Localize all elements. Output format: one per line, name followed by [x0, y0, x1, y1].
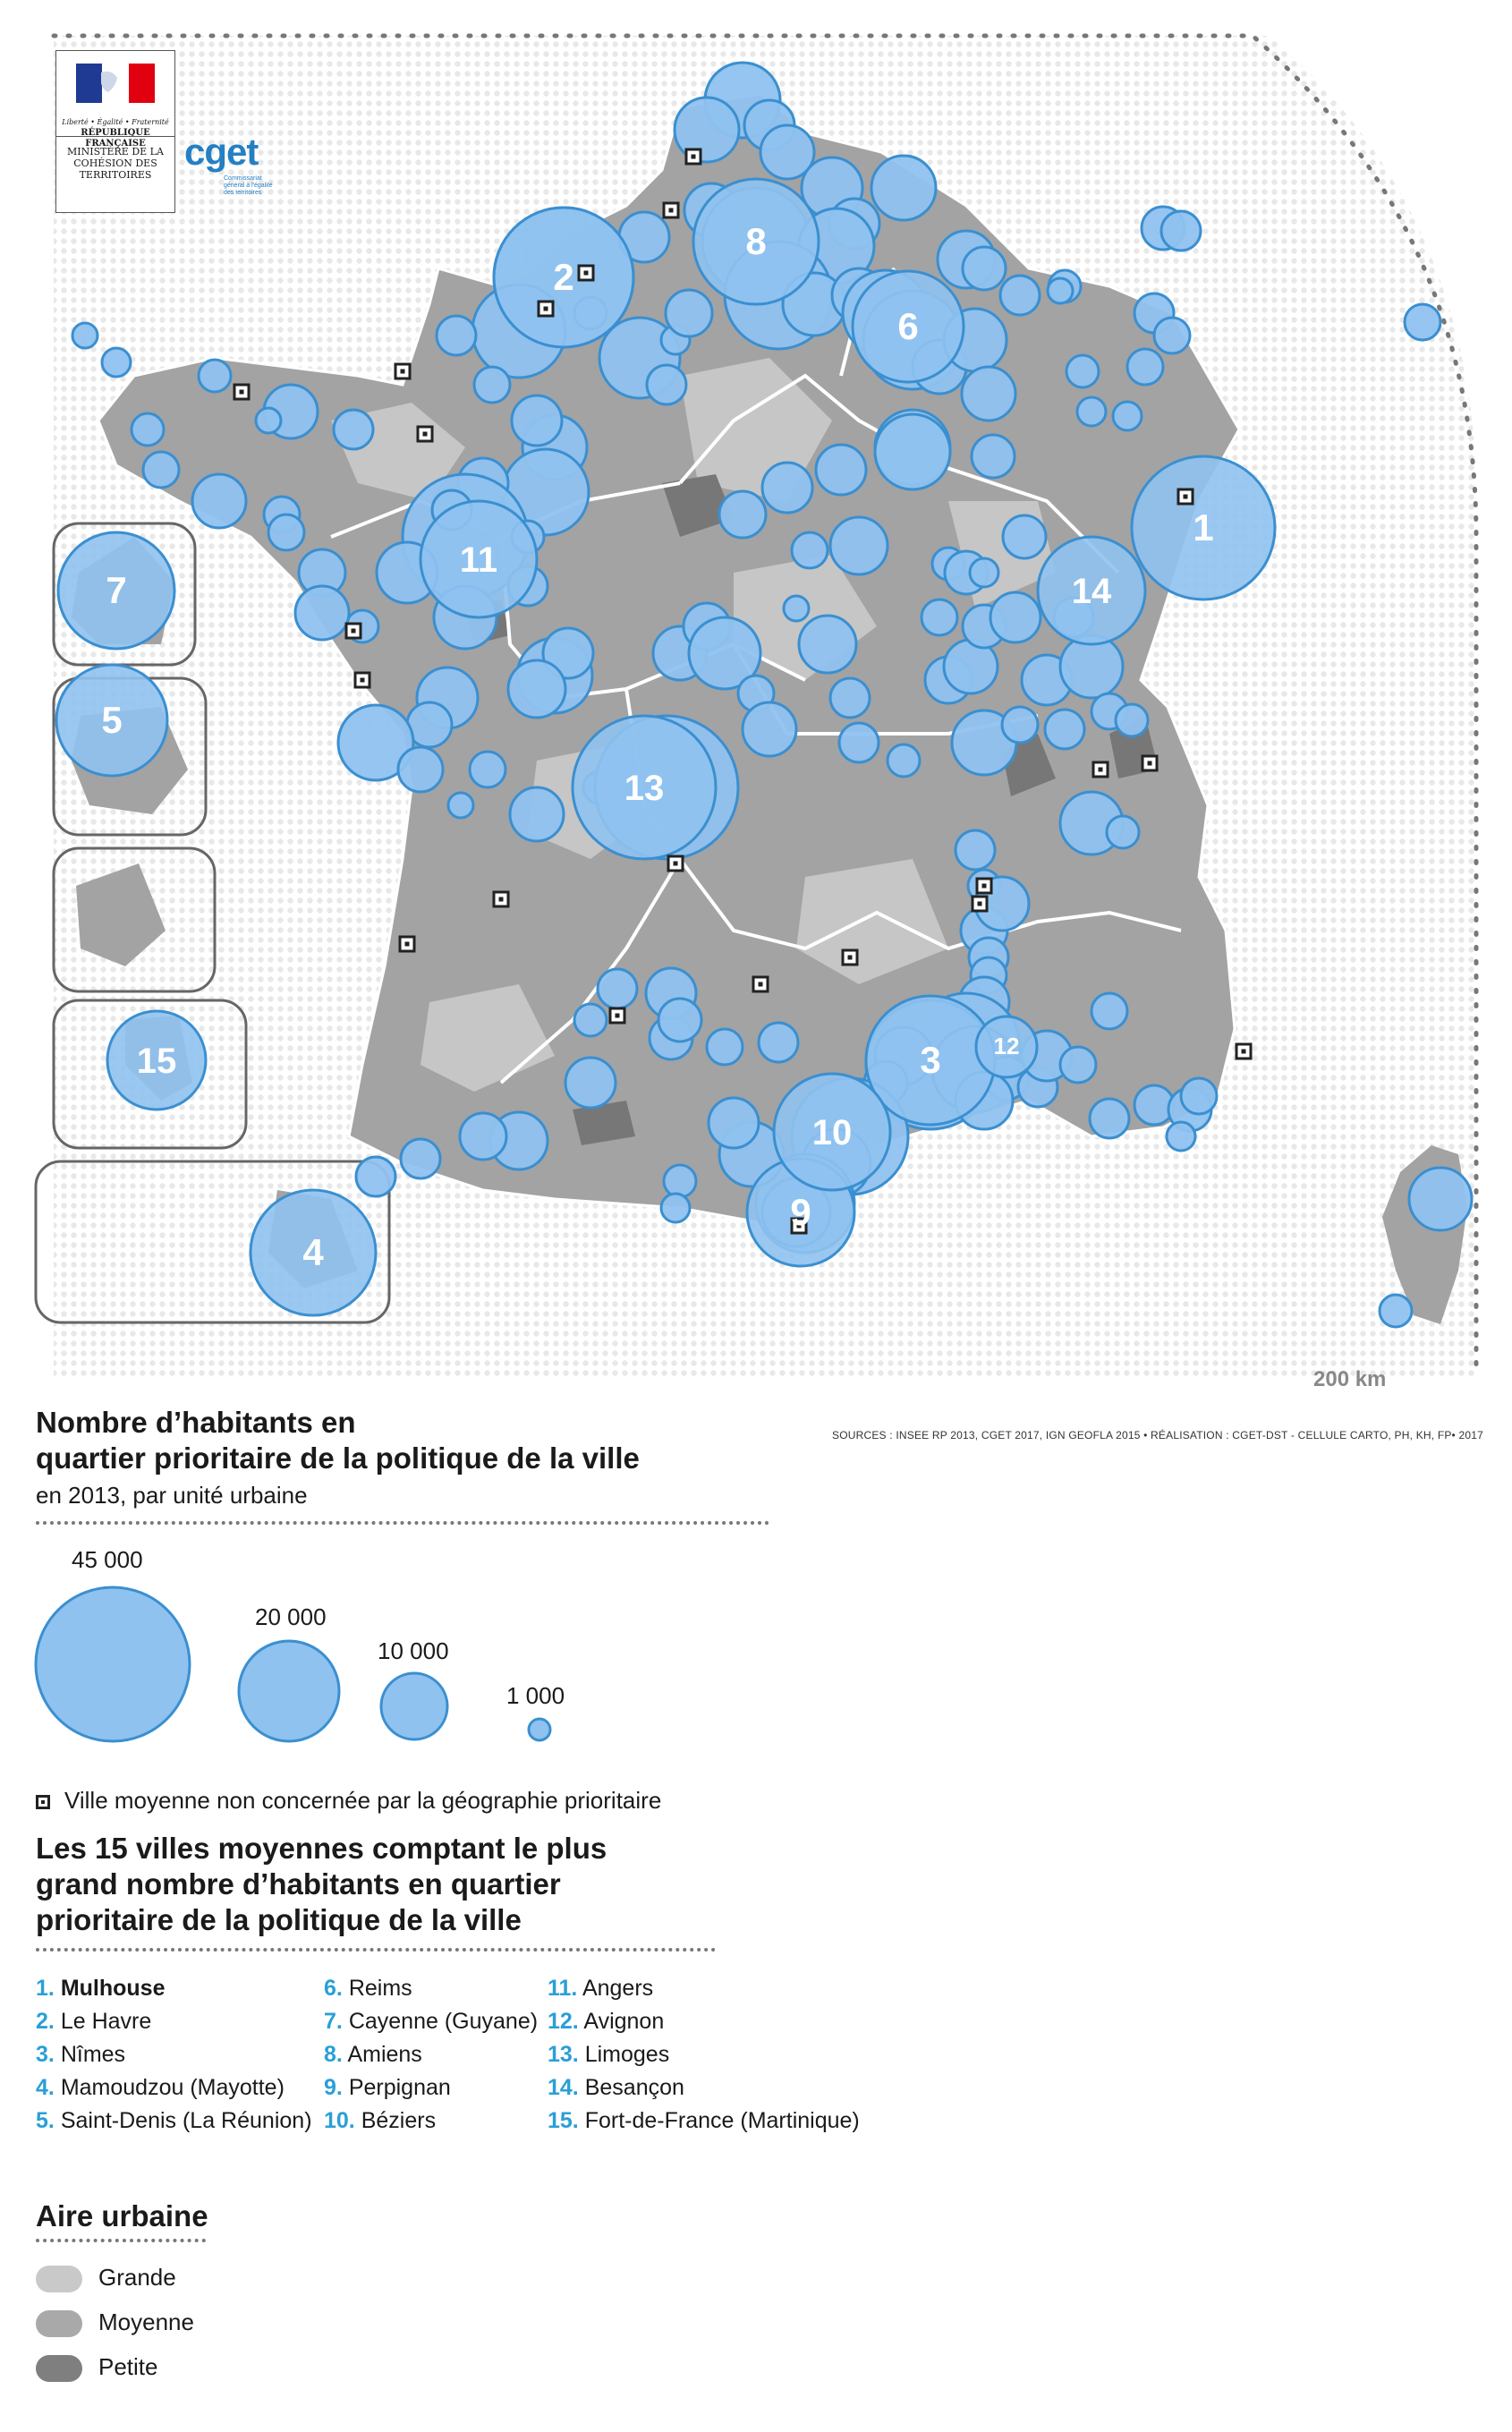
non-concerned-city-marker-dot	[982, 884, 987, 889]
city-bubble	[922, 599, 957, 635]
city-number-3: 3	[920, 1039, 941, 1081]
size-legend-circle-45000	[36, 1587, 190, 1741]
city-bubble	[1181, 1078, 1217, 1114]
city-number-7: 7	[106, 569, 127, 611]
city-bubble	[574, 1004, 607, 1036]
city-number-11: 11	[459, 540, 498, 580]
city-bubble	[143, 452, 179, 488]
city-bubble	[799, 616, 856, 673]
list-item: 10. Béziers	[324, 2108, 437, 2133]
legend-title-line2: quartier prioritaire de la politique de la ville	[36, 1441, 640, 1475]
city-bubble	[474, 367, 510, 403]
non-concerned-city-marker-dot	[616, 1014, 620, 1018]
swatch-petite	[36, 2355, 82, 2382]
non-concerned-city-marker-dot	[361, 678, 365, 683]
city-number-5: 5	[101, 699, 123, 741]
non-concerned-city-marker-dot	[669, 208, 674, 213]
marianne-flag-icon	[76, 64, 155, 103]
city-number-15: 15	[136, 1042, 177, 1081]
aire-item-grande: Grande	[36, 2264, 176, 2292]
city-bubble	[666, 290, 712, 336]
city-bubble	[1060, 1047, 1096, 1083]
city-number-10: 10	[811, 1113, 853, 1152]
city-bubble	[963, 247, 1006, 290]
city-number-1: 1	[1193, 506, 1214, 548]
city-bubble	[512, 395, 562, 446]
top-list-title: Les 15 villes moyennes comptant le plus grand nombre d’habitants en quartier prioritaire de la politique de la ville	[36, 1832, 607, 1936]
city-bubble	[675, 98, 739, 162]
square-marker-icon	[36, 1795, 50, 1809]
list-item: 6. Reims	[324, 1976, 412, 2001]
city-number-12: 12	[993, 1033, 1020, 1059]
city-bubble	[448, 793, 473, 818]
city-bubble	[295, 586, 349, 640]
city-bubble	[816, 445, 866, 495]
non-concerned-city-marker-dot	[1184, 495, 1188, 499]
city-bubble	[1161, 211, 1201, 251]
non-concerned-city-marker-dot	[499, 897, 504, 902]
city-bubble	[1090, 1099, 1129, 1138]
top-list-col1	[36, 1972, 312, 2138]
non-concerned-city-marker-dot	[240, 390, 244, 395]
non-concerned-city-marker-dot	[848, 956, 853, 960]
city-bubble	[1045, 710, 1084, 749]
city-bubble	[743, 702, 796, 756]
city-bubble	[1380, 1295, 1412, 1327]
city-bubble	[709, 1098, 759, 1148]
city-number-2: 2	[553, 256, 574, 298]
list-item: 12. Avignon	[548, 2009, 665, 2034]
city-bubble	[1000, 276, 1040, 315]
non-concerned-city-marker-dot	[1148, 761, 1152, 766]
city-bubble	[719, 491, 766, 538]
city-bubble	[565, 1058, 616, 1108]
city-bubble	[132, 413, 164, 446]
city-bubble	[888, 744, 920, 777]
legend-title-line1: Nombre d’habitants en	[36, 1406, 356, 1439]
city-bubble	[1002, 707, 1038, 743]
list-item: 4. Mamoudzou (Mayotte)	[36, 2075, 285, 2100]
list-item: 3. Nîmes	[36, 2042, 126, 2067]
city-number-4: 4	[302, 1231, 324, 1273]
non-concerned-city-marker-dot	[544, 307, 548, 311]
city-bubble	[1154, 318, 1190, 353]
city-bubble	[256, 408, 281, 433]
city-bubble	[875, 414, 950, 489]
city-bubble	[658, 999, 701, 1042]
size-label-20000: 20 000	[255, 1603, 327, 1630]
aire-title: Aire urbaine	[36, 2199, 208, 2232]
city-number-14: 14	[1071, 572, 1112, 611]
non-concerned-city-marker-dot	[692, 155, 696, 159]
city-bubble	[970, 558, 998, 587]
city-bubble	[199, 360, 231, 392]
list-item: 5. Saint-Denis (La Réunion)	[36, 2108, 312, 2133]
non-concerned-city-marker-dot	[401, 370, 405, 374]
legend-subtitle: en 2013, par unité urbaine	[36, 1482, 308, 1509]
list-item: 14. Besançon	[548, 2075, 684, 2100]
sources-credit: SOURCES : INSEE RP 2013, CGET 2017, IGN GEOFLA 2015 • RÉALISATION : CGET-DST - CELLULE CARTO, PH, KH, FP• 2017	[832, 1429, 1483, 1441]
city-bubble	[792, 532, 828, 568]
city-bubble	[1113, 402, 1142, 430]
size-legend-circle-20000	[239, 1641, 339, 1741]
republic-motto: Liberté • Égalité • Fraternité RÉPUBLIQUE FRANÇAISE	[62, 118, 169, 149]
city-bubble	[762, 463, 812, 513]
list-item: 15. Fort-de-France (Martinique)	[548, 2108, 860, 2133]
legend-divider	[36, 1521, 769, 1525]
non-concerned-city-marker-dot	[978, 902, 982, 906]
city-bubble	[1405, 304, 1440, 340]
cget-logo: cget	[184, 131, 259, 173]
city-bubble	[956, 830, 995, 870]
city-bubble	[784, 596, 809, 621]
city-bubble	[759, 1023, 798, 1062]
city-bubble	[437, 316, 476, 355]
city-number-13: 13	[624, 769, 665, 808]
aire-item-moyenne: Moyenne	[36, 2309, 194, 2337]
city-bubble	[661, 1194, 690, 1222]
city-bubble	[871, 156, 936, 220]
list-item: 11. Angers	[548, 1976, 654, 2001]
list-item: 13. Limoges	[548, 2042, 670, 2067]
non-concerned-city-marker-dot	[352, 629, 356, 634]
city-bubble	[839, 723, 879, 762]
city-bubble	[1409, 1168, 1472, 1230]
city-bubble	[1127, 349, 1163, 385]
top-list-col2	[324, 1972, 538, 2138]
republique-francaise-logo	[55, 50, 175, 213]
non-concerned-city-marker-dot	[759, 982, 763, 987]
non-concerned-legend	[36, 1787, 661, 1815]
city-bubble	[664, 1165, 696, 1197]
city-bubble	[830, 678, 870, 718]
city-number-6: 6	[897, 305, 919, 347]
non-concerned-city-marker-dot	[1242, 1050, 1246, 1054]
city-bubble	[1003, 515, 1046, 558]
size-legend-circle-1000	[529, 1719, 550, 1740]
city-bubble	[1077, 397, 1106, 426]
size-label-10000: 10 000	[378, 1637, 449, 1664]
city-bubble	[1116, 704, 1148, 736]
city-number-8: 8	[745, 220, 767, 262]
city-bubble	[962, 367, 1015, 421]
city-bubble	[508, 660, 565, 718]
top-list-divider	[36, 1948, 716, 1952]
swatch-grande	[36, 2266, 82, 2292]
city-bubble	[598, 969, 637, 1008]
city-bubble	[268, 514, 304, 550]
size-label-45000: 45 000	[72, 1546, 143, 1573]
top-list-col3	[548, 1972, 860, 2138]
non-concerned-city-marker-dot	[674, 862, 678, 866]
non-concerned-city-marker-dot	[1099, 768, 1103, 772]
city-bubble	[972, 435, 1015, 478]
non-concerned-city-marker-dot	[584, 271, 589, 276]
list-item: 2. Le Havre	[36, 2009, 152, 2034]
city-bubble	[192, 474, 246, 528]
city-bubble	[1066, 355, 1099, 387]
city-bubble	[707, 1029, 743, 1065]
city-bubble	[1092, 993, 1127, 1029]
list-item: 1. Mulhouse	[36, 1976, 166, 2001]
size-legend-circle-10000	[381, 1673, 447, 1739]
city-bubble	[1048, 278, 1073, 303]
list-item: 8. Amiens	[324, 2042, 422, 2067]
city-bubble	[1167, 1122, 1195, 1151]
city-bubble	[830, 517, 888, 574]
city-bubble	[334, 410, 373, 449]
city-bubble	[460, 1113, 506, 1160]
scale-label: 200 km	[1313, 1367, 1387, 1391]
non-concerned-city-marker-dot	[405, 942, 410, 947]
city-bubble	[102, 348, 131, 377]
aire-divider	[36, 2239, 206, 2242]
aire-item-petite: Petite	[36, 2353, 158, 2382]
city-bubble	[647, 365, 686, 404]
city-bubble	[356, 1157, 395, 1196]
swatch-moyenne	[36, 2310, 82, 2337]
city-bubble	[510, 787, 564, 841]
city-bubble	[1107, 816, 1139, 848]
city-bubble	[72, 323, 98, 348]
list-item: 7. Cayenne (Guyane)	[324, 2009, 539, 2034]
city-number-9: 9	[790, 1191, 811, 1233]
size-label-1000: 1 000	[506, 1682, 565, 1709]
non-concerned-label: Ville moyenne non concernée par la géographie prioritaire	[64, 1787, 662, 1814]
city-bubble	[401, 1139, 440, 1178]
city-bubble	[398, 747, 443, 792]
city-bubble	[470, 752, 505, 787]
list-item: 9. Perpignan	[324, 2075, 451, 2100]
size-legend	[0, 1557, 626, 1772]
city-bubble	[990, 592, 1041, 642]
ministry-name: MINISTÈRE DE LA COHÉSION DES TERRITOIRES	[67, 146, 164, 181]
cget-tagline: Commissariat général à l'égalité des territoires	[224, 175, 273, 196]
non-concerned-city-marker-dot	[423, 432, 428, 437]
